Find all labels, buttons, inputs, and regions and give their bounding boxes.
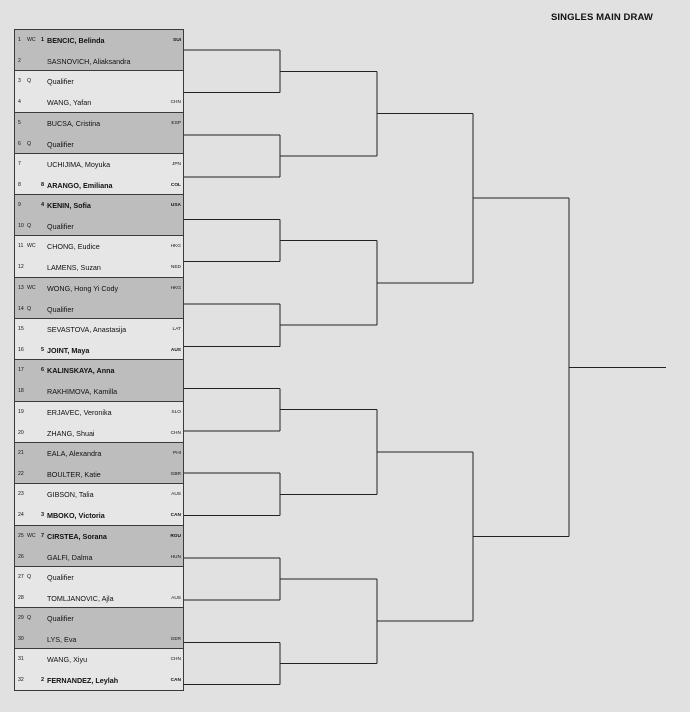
player-name: UCHIJIMA, Moyuka — [47, 159, 111, 169]
seed-number: 6 — [41, 367, 45, 374]
draw-position: 24 — [18, 512, 24, 519]
draw-title: SINGLES MAIN DRAW — [551, 12, 653, 23]
player-nationality: NED — [170, 265, 181, 271]
draw-position: 32 — [18, 677, 24, 684]
draw-position: 13 — [18, 284, 24, 291]
entry-type: Q — [27, 305, 32, 312]
player-nationality: PHI — [173, 450, 181, 456]
player-name: WONG, Hong Yi Cody — [47, 283, 119, 293]
player-name: SEVASTOVA, Anastasija — [47, 325, 127, 335]
draw-position: 10 — [18, 223, 24, 230]
player-nationality: CAN — [170, 513, 181, 519]
player-name: CIRSTEA, Sorana — [47, 531, 107, 541]
seed-number: 8 — [41, 181, 45, 188]
player-name: LAMENS, Suzan — [47, 263, 101, 273]
player-name: FERNANDEZ, Leylah — [47, 676, 119, 686]
player-name: EALA, Alexandra — [47, 448, 102, 458]
player-name: BENCIC, Belinda — [47, 36, 105, 45]
player-nationality: ROU — [170, 533, 181, 539]
player-name: BOULTER, Katie — [47, 469, 101, 479]
draw-position: 3 — [18, 78, 21, 85]
draw-position: 6 — [18, 140, 21, 147]
draw-position: 4 — [18, 99, 21, 106]
player-name: TOMLJANOVIC, Ajla — [47, 593, 114, 603]
seed-number: 1 — [41, 37, 45, 43]
player-nationality: AUS — [171, 595, 181, 601]
entry-type: Q — [27, 223, 32, 230]
draw-position: 14 — [18, 305, 24, 312]
player-name: Qualifier — [47, 77, 74, 87]
player-nationality: AUS — [171, 492, 181, 498]
draw-position: 27 — [18, 573, 24, 580]
player-name: CHONG, Eudice — [47, 242, 100, 252]
draw-position: 7 — [18, 160, 21, 167]
player-name: ZHANG, Shuai — [47, 428, 95, 438]
draw-position: 1 — [18, 37, 21, 43]
player-nationality: HKG — [170, 244, 181, 250]
draw-position: 31 — [18, 656, 24, 663]
player-name: ERJAVEC, Veronika — [47, 407, 112, 417]
draw-position: 9 — [18, 202, 21, 209]
player-nationality: HUN — [170, 554, 181, 560]
player-name: GALFI, Dalma — [47, 552, 93, 562]
player-name: ARANGO, Emiliana — [47, 180, 113, 190]
player-nationality: SLO — [171, 409, 181, 415]
draw-position: 22 — [18, 470, 24, 477]
player-nationality: GBR — [170, 471, 181, 477]
draw-position: 17 — [18, 367, 24, 374]
entry-type: Q — [27, 140, 32, 147]
entry-type: Q — [27, 615, 32, 622]
seed-number: 5 — [41, 347, 45, 354]
entry-type: WC — [27, 284, 36, 291]
entry-type: Q — [27, 78, 32, 85]
draw-position: 30 — [18, 636, 24, 643]
player-name: Qualifier — [47, 222, 74, 232]
draw-position: 19 — [18, 408, 24, 415]
player-name: WANG, Yafan — [47, 98, 92, 108]
draw-position: 12 — [18, 264, 24, 271]
player-nationality: CHN — [170, 657, 181, 663]
player-name: LYS, Eva — [47, 635, 77, 645]
player-name: GIBSON, Talia — [47, 490, 94, 500]
player-nationality: LAT — [172, 327, 181, 333]
draw-position: 2 — [18, 58, 21, 64]
draw-position: 16 — [18, 347, 24, 354]
draw-position: 23 — [18, 491, 24, 498]
draw-position: 11 — [18, 243, 24, 250]
player-nationality: CHN — [170, 430, 181, 436]
player-nationality: SUI — [173, 38, 181, 43]
draw-position: 5 — [18, 119, 21, 126]
player-name: Qualifier — [47, 614, 74, 624]
draw-position: 29 — [18, 615, 24, 622]
player-nationality: CHN — [170, 100, 181, 106]
seed-number: 7 — [41, 532, 45, 539]
draw-position: 21 — [18, 449, 24, 456]
player-nationality: AUS — [170, 348, 181, 354]
entry-type: Q — [27, 573, 32, 580]
player-name: WANG, Xiyu — [47, 655, 88, 665]
player-name: KALINSKAYA, Anna — [47, 366, 115, 376]
player-name: Qualifier — [47, 139, 74, 149]
draw-position: 15 — [18, 326, 24, 333]
entry-type: WC — [27, 243, 36, 250]
player-name: SASNOVICH, Aliaksandra — [47, 57, 131, 66]
draw-position: 8 — [18, 181, 21, 188]
player-nationality: COL — [170, 182, 181, 188]
seed-number: 3 — [41, 512, 45, 519]
player-name: KENIN, Sofia — [47, 201, 91, 211]
player-nationality: GER — [170, 637, 181, 643]
player-nationality: JPN — [171, 161, 181, 167]
seed-number: 4 — [41, 202, 45, 209]
draw-position: 28 — [18, 594, 24, 601]
draw-position: 20 — [18, 429, 24, 436]
player-name: JOINT, Maya — [47, 346, 90, 356]
entry-type: WC — [27, 37, 36, 43]
player-name: Qualifier — [47, 304, 74, 314]
player-name: RAKHIMOVA, Kamilla — [47, 387, 118, 397]
draw-position: 25 — [18, 532, 24, 539]
draw-position: 18 — [18, 388, 24, 395]
player-name: BUCSA, Cristina — [47, 118, 101, 128]
player-name: MBOKO, Victoria — [47, 511, 105, 521]
player-name: Qualifier — [47, 572, 74, 582]
seed-number: 2 — [41, 677, 45, 684]
player-nationality: ESP — [171, 120, 181, 126]
player-nationality: CAN — [170, 678, 181, 684]
draw-position: 26 — [18, 553, 24, 560]
player-nationality: USA — [170, 203, 181, 209]
entry-type: WC — [27, 532, 36, 539]
player-nationality: HKG — [170, 285, 181, 291]
